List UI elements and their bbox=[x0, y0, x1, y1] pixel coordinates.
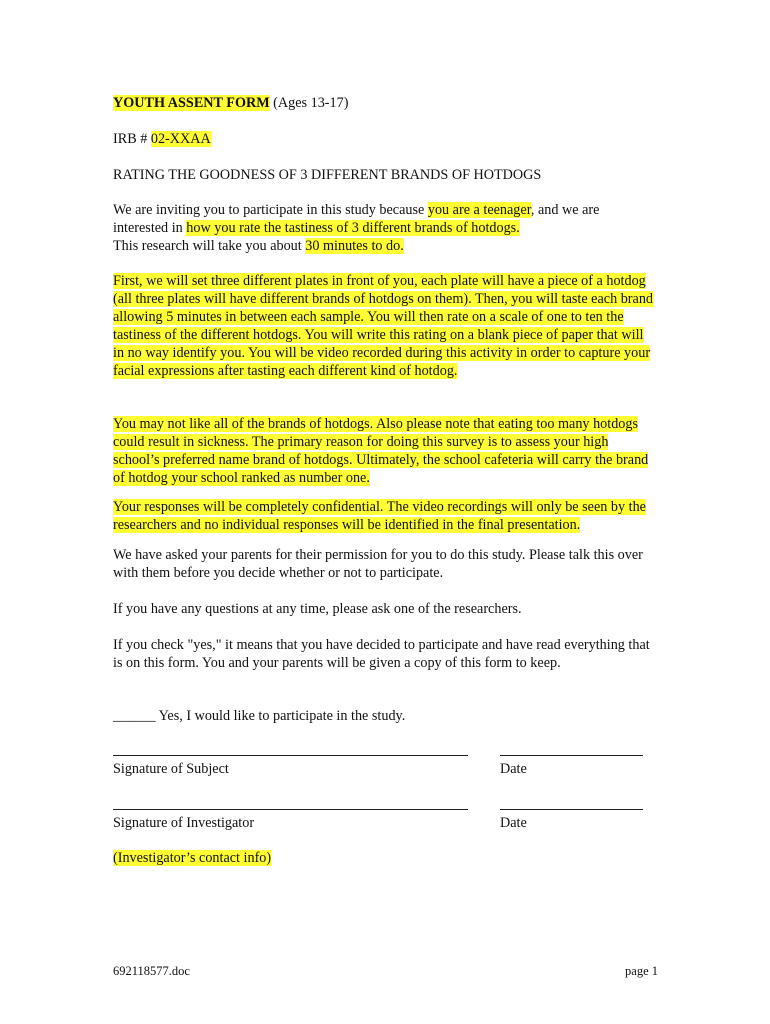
investigator-contact-text: (Investigator’s contact info) bbox=[113, 850, 272, 866]
intro-paragraph bbox=[113, 201, 658, 255]
document-page bbox=[113, 0, 658, 1024]
investigator-date-line[interactable] bbox=[500, 809, 643, 810]
check-yes-paragraph: If you check "yes," it means that you have decided to participate and have read everything that is on this form. You and your parents will be given a copy of this form to keep. bbox=[113, 637, 650, 671]
intro-text: We are inviting you to participate in this study because bbox=[113, 202, 428, 218]
duration-text: This research will take you about bbox=[113, 238, 306, 254]
parents-paragraph: We have asked your parents for their permission for you to do this study. Please talk this over with them before you decide whether or not to participate. bbox=[113, 547, 643, 581]
irb-number: 02-XXAA bbox=[150, 131, 211, 147]
subject-signature-label: Signature of Subject bbox=[113, 761, 229, 777]
confidentiality-text: Your responses will be completely confidential. The video recordings will only be seen by the researchers and no individual responses will be identified in the final presentation. bbox=[113, 499, 646, 533]
subject-signature-line[interactable] bbox=[113, 755, 468, 756]
footer-page-number: page 1 bbox=[625, 964, 658, 978]
risks-text: You may not like all of the brands of hotdogs. Also please note that eating too many hotdogs could result in sickness. The primary reason for doing this survey is to assess your high school’s preferred name brand of hotdogs. Ultimately, the school cafeteria will carry the brand of hotdog your school ranked as number one. bbox=[113, 416, 649, 486]
irb-line bbox=[113, 130, 658, 148]
investigator-contact bbox=[113, 849, 271, 867]
subject-date-line[interactable] bbox=[500, 755, 643, 756]
investigator-date-label: Date bbox=[500, 815, 527, 831]
investigator-signature-label: Signature of Investigator bbox=[113, 815, 255, 831]
intro-highlight-purpose: how you rate the tastiness of 3 different brands of hotdogs. bbox=[186, 220, 520, 236]
form-title: YOUTH ASSENT FORM bbox=[113, 95, 270, 111]
irb-label: IRB # bbox=[113, 131, 151, 147]
subject-date-label: Date bbox=[500, 761, 527, 777]
form-title-line bbox=[113, 94, 658, 112]
footer-filename: 692118577.doc bbox=[113, 964, 190, 978]
confidentiality-paragraph bbox=[113, 498, 658, 534]
duration-highlight: 30 minutes to do. bbox=[305, 238, 404, 254]
risks-paragraph bbox=[113, 415, 658, 487]
procedure-text: First, we will set three different plates in front of you, each plate will have a piece of a hotdog (all three plates will have different brands of hotdogs on them). Then, you will taste each brand allowing 5 minutes in between each sample. You will then rate on a scale of one to ten the tastiness of the different hotdogs. You will write this rating on a blank piece of paper that will in no way identify you. You will be video recorded during this activity in order to capture your facial expressions after tasting each different kind of hotdog. bbox=[113, 273, 654, 379]
study-title: RATING THE GOODNESS OF 3 DIFFERENT BRANDS OF HOTDOGS bbox=[113, 167, 542, 183]
intro-text-2: , and we are interested in bbox=[113, 202, 600, 236]
participate-checkline[interactable]: ______ Yes, I would like to participate in the study. bbox=[113, 708, 406, 724]
intro-highlight-teenager: you are a teenager bbox=[427, 202, 531, 218]
investigator-signature-line[interactable] bbox=[113, 809, 468, 810]
age-range: (Ages 13-17) bbox=[269, 95, 349, 111]
questions-paragraph: If you have any questions at any time, please ask one of the researchers. bbox=[113, 601, 522, 617]
procedure-paragraph bbox=[113, 272, 658, 380]
